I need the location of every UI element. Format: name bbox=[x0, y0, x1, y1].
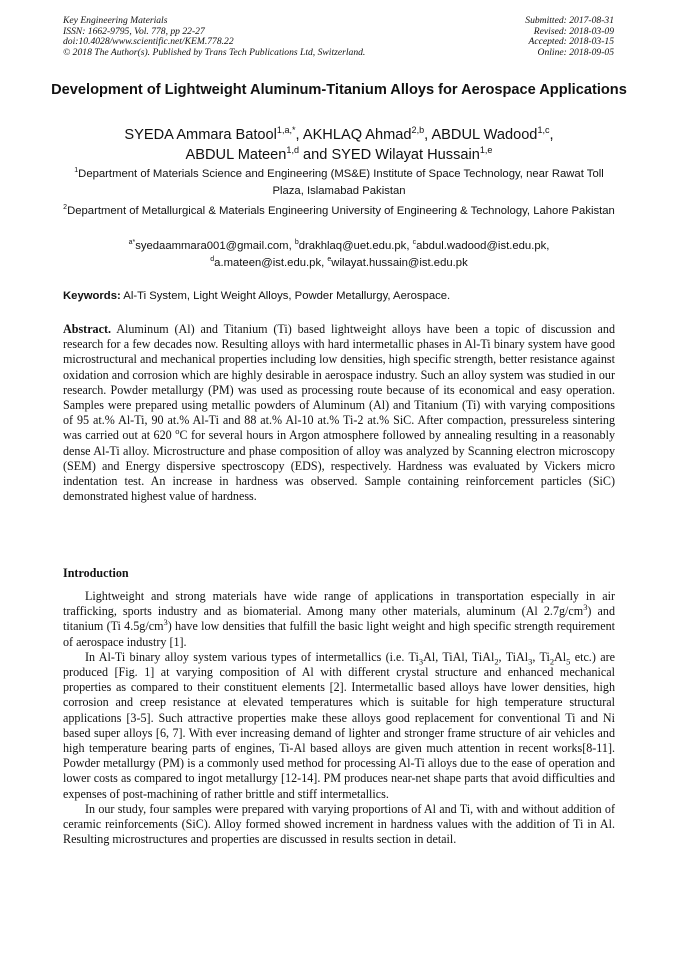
email-separator: , bbox=[406, 240, 413, 252]
email-address[interactable]: wilayat.hussain@ist.edu.pk bbox=[331, 256, 468, 269]
author-affil-mark: 1,d bbox=[286, 145, 299, 156]
section-heading-introduction: Introduction bbox=[63, 566, 129, 580]
email-list bbox=[60, 238, 618, 271]
paragraph-text: Lightweight and strong materials have wide range of applications in transportation especially in air trafficking, sports industry and as biomaterial. Among many other materials, aluminum (Al 2.7g/cm bbox=[63, 589, 615, 619]
author-name: ABDUL Wadood bbox=[431, 127, 538, 143]
intro-paragraph-2 bbox=[63, 650, 615, 802]
author-affil-mark: 1,a,* bbox=[276, 125, 296, 136]
abstract-text-2: C for several hours in Argon atmosphere followed by annealing resulting in a reasonably dense Al-Ti alloy. Microstructure and phase composition of alloy was analyzed by Scanning electron microscopy (SEM) and Energy dispersive spectroscopy (EDS), respectively. Hardness was evaluated by Vickers micro indentation test. An increase in hardness was observed. Sample containing reinforcement particles (SiC) demonstrated highest value of hardness. bbox=[63, 428, 616, 504]
journal-info bbox=[63, 16, 365, 58]
abstract bbox=[63, 322, 615, 504]
keywords-text: Al-Ti System, Light Weight Alloys, Powder Metallurgy, Aerospace. bbox=[123, 290, 451, 302]
author-separator: , bbox=[295, 127, 303, 143]
abstract-text-1: Aluminum (Al) and Titanium (Ti) based lightweight alloys have been a topic of discussion and research for a few decades now. Resulting alloys with hard intermetallic phases in Al-Ti binary system have good microstructural and mechanical properties including low densities, high specific strength, better resistance against oxidation and corrosion which are highly desirable in aerospace industry. Such an alloy system was studied in our research. Powder metallurgy (PM) was used as processing route because of its economical and easy operation. Samples were prepared using metallic powders of Aluminum (Al) and Titanium (Ti) with varying compositions of 95 at.% Al-Ti, 90 at.% Al-Ti and 88 at.% Al-10 at.% Ti-2 at.% SiC. After compaction, pressureless sintering was carried out at 620 bbox=[63, 322, 615, 443]
email-mark: b bbox=[294, 239, 299, 247]
author-separator: , bbox=[424, 127, 432, 143]
introduction-body bbox=[63, 589, 615, 847]
email-separator: , bbox=[288, 240, 295, 252]
copyright-line: © 2018 The Author(s). Published by Trans Tech Publications Ltd, Switzerland. bbox=[63, 46, 366, 58]
author-list bbox=[40, 125, 638, 165]
superscript: 3 bbox=[583, 602, 588, 613]
paragraph-text: etc.) are produced [Fig. 1] at varying composition of Al with different crystal structure and enhanced mechanical properties as compared to their constituent elements [2]. Intermetallic based alloys have lower densities, high corrosion and creep resistance at elevated temperatures which is suitable for high temperature structural applications [3-5]. Such attractive properties make these alloys good replacement for conventional Ti and Ni based super alloys [6, 7]. With ever increasing demand of lighter and stronger frame structure of air vehicles and high temperature bearing parts of engines, Ti-Al based alloys are given much attention in recent works[8-11]. Powder metallurgy (PM) is a commonly used method for processing Al-Ti alloys due to the ease of operation and lower costs as compared to ingot metallurgy [12-14]. PM produces near-net shape parts that avoid difficulties and expenses of post-machining of rather brittle and stiff intermetallics. bbox=[63, 649, 615, 801]
issn-line: ISSN: 1662-9795, Vol. 778, pp 22-27 bbox=[63, 25, 205, 37]
keywords-label: Keywords: bbox=[63, 290, 121, 302]
author-separator: , bbox=[549, 127, 554, 143]
author-affil-mark: 2,b bbox=[411, 125, 425, 136]
journal-name: Key Engineering Materials bbox=[63, 15, 168, 26]
email-separator: , bbox=[321, 256, 328, 269]
paragraph-text: Al bbox=[554, 649, 567, 664]
paragraph-text: , TiAl bbox=[498, 649, 529, 664]
email-address[interactable]: drakhlaq@uet.edu.pk bbox=[298, 240, 407, 252]
affiliation-2 bbox=[60, 203, 618, 220]
accepted-date: Accepted: 2018-03-15 bbox=[528, 36, 614, 48]
author-name: SYED Wilayat Hussain bbox=[331, 147, 480, 163]
email-address[interactable]: syedaammara001@gmail.com bbox=[135, 240, 289, 252]
subscript: 3 bbox=[418, 656, 424, 667]
paragraph-text: In Al-Ti binary alloy system various types of intermetallics (i.e. Ti bbox=[85, 649, 419, 664]
email-mark: c bbox=[412, 239, 417, 247]
paragraph-text: ) and titanium (Ti 4.5g/cm bbox=[63, 604, 615, 634]
author-affil-mark: 1,c bbox=[537, 125, 550, 136]
affiliation-text: Department of Materials Science and Engineering (MS&E) Institute of Space Technology, near Rawat Toll Plaza, Islamabad Pakistan bbox=[78, 168, 604, 197]
degree-mark: o bbox=[175, 426, 180, 437]
email-mark: e bbox=[327, 255, 332, 263]
affiliation-mark: 1 bbox=[74, 167, 79, 175]
doi-line: doi:10.4028/www.scientific.net/KEM.778.22 bbox=[63, 36, 234, 48]
author-name: AKHLAQ Ahmad bbox=[302, 127, 412, 143]
paper-title: Development of Lightweight Aluminum-Titanium Alloys for Aerospace Applications bbox=[51, 82, 627, 98]
subscript: 2 bbox=[494, 656, 499, 667]
author-separator: and bbox=[298, 147, 332, 163]
author-affil-mark: 1,e bbox=[479, 145, 493, 156]
subscript: 3 bbox=[528, 656, 533, 667]
revised-date: Revised: 2018-03-09 bbox=[533, 25, 614, 37]
paragraph-text: Al, TiAl, TiAl bbox=[423, 649, 495, 664]
paragraph-text: ) have low densities that fulfill the basic light weight and high specific strength requirement of aerospace industry [1]. bbox=[63, 619, 615, 649]
email-address[interactable]: a.mateen@ist.edu.pk bbox=[214, 256, 322, 269]
online-date: Online: 2018-09-05 bbox=[537, 46, 614, 58]
subscript: 5 bbox=[566, 656, 571, 667]
author-name: SYEDA Ammara Batool bbox=[124, 127, 277, 143]
submission-dates bbox=[525, 16, 614, 58]
intro-paragraph-3: In our study, four samples were prepared with varying proportions of Al and Ti, with and without addition of ceramic reinforcements (SiC). Alloy formed showed increment in hardness values with the addition of Ti in Al. Resulting microstructures and properties are discussed in results section in detail. bbox=[63, 801, 615, 847]
abstract-label: Abstract. bbox=[63, 322, 112, 336]
paragraph-text: , Ti bbox=[532, 649, 550, 664]
superscript: 3 bbox=[163, 617, 168, 628]
email-address[interactable]: abdul.wadood@ist.edu.pk, bbox=[416, 240, 550, 252]
subscript: 2 bbox=[549, 656, 555, 667]
email-mark: d bbox=[210, 255, 215, 263]
email-mark: a* bbox=[128, 239, 136, 247]
affiliation-mark: 2 bbox=[63, 204, 68, 212]
affiliation-text: Department of Metallurgical & Materials Engineering University of Engineering & Technology, Lahore Pakistan bbox=[67, 205, 615, 217]
affiliation-1 bbox=[60, 166, 618, 199]
intro-paragraph-1 bbox=[63, 589, 615, 650]
submitted-date: Submitted: 2017-08-31 bbox=[525, 15, 614, 26]
keywords bbox=[63, 289, 615, 304]
author-name: ABDUL Mateen bbox=[185, 147, 287, 163]
